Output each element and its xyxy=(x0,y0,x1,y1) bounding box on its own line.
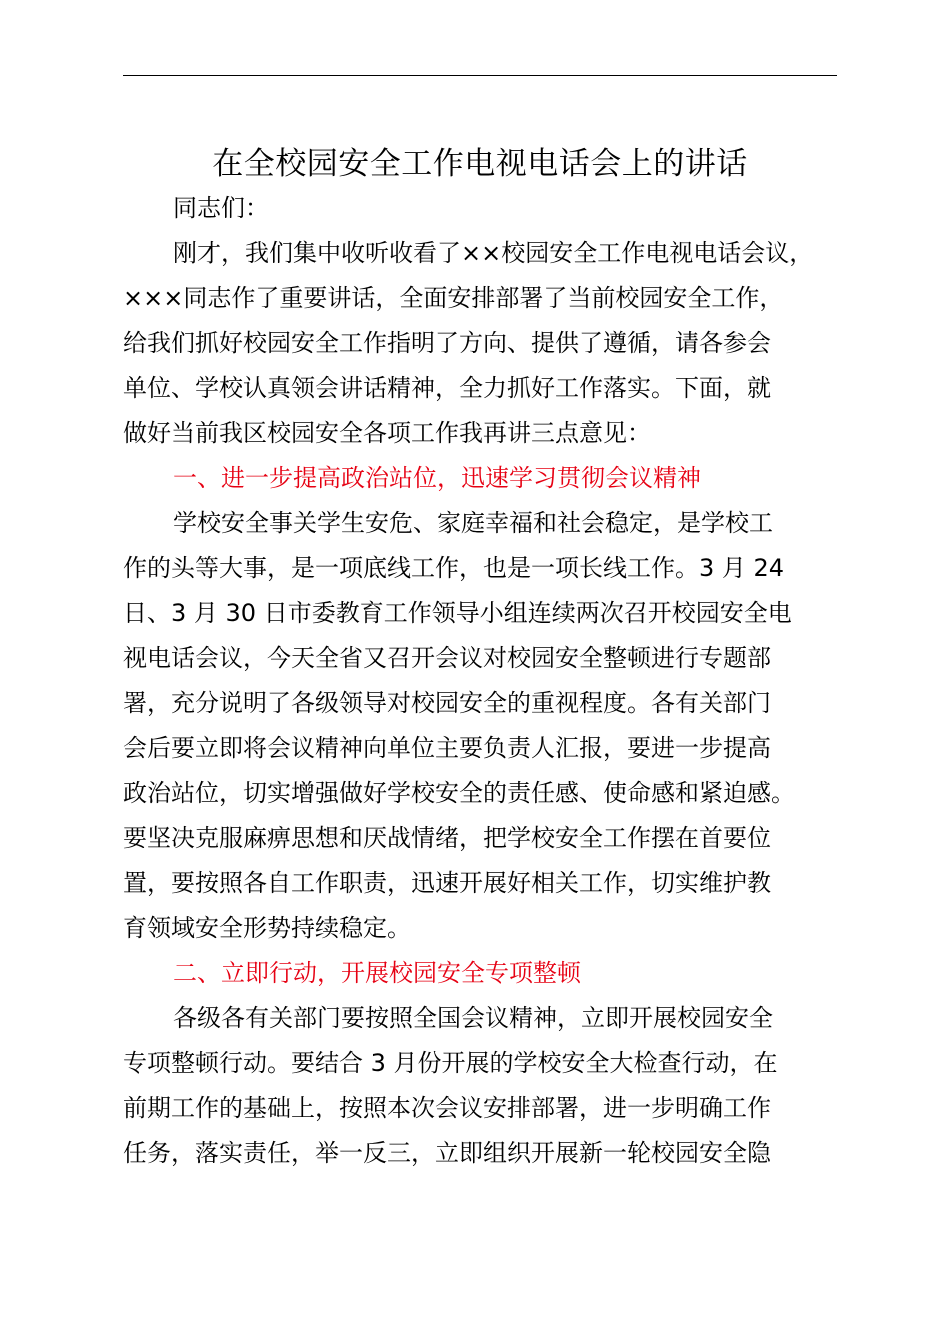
body-line: 视电话会议，今天全省又召开会议对校园安全整顿进行专题部 xyxy=(123,644,771,672)
body-line: 会后要立即将会议精神向单位主要负责人汇报，要进一步提高 xyxy=(123,734,771,762)
body-line: 各级各有关部门要按照全国会议精神，立即开展校园安全 xyxy=(173,1004,773,1032)
body-line: 单位、学校认真领会讲话精神，全力抓好工作落实。下面，就 xyxy=(123,374,771,402)
body-line: 政治站位，切实增强做好学校安全的责任感、使命感和紧迫感。 xyxy=(123,779,795,807)
body-line: 专项整顿行动。要结合 3 月份开展的学校安全大检查行动，在 xyxy=(123,1049,778,1077)
body-line: 学校安全事关学生安危、家庭幸福和社会稳定，是学校工 xyxy=(173,509,773,537)
body-line: 前期工作的基础上，按照本次会议安排部署，进一步明确工作 xyxy=(123,1094,771,1122)
body-line: 任务，落实责任，举一反三，立即组织开展新一轮校园安全隐 xyxy=(123,1139,771,1167)
body-line: 要坚决克服麻痹思想和厌战情绪，把学校安全工作摆在首要位 xyxy=(123,824,771,852)
body-line: 做好当前我区校园安全各项工作我再讲三点意见： xyxy=(123,419,651,447)
section-heading: 一、进一步提高政治站位，迅速学习贯彻会议精神 xyxy=(173,464,701,492)
body-line: 给我们抓好校园安全工作指明了方向、提供了遵循，请各参会 xyxy=(123,329,771,357)
document-title: 在全校园安全工作电视电话会上的讲话 xyxy=(212,146,748,182)
body-line: 育领域安全形势持续稳定。 xyxy=(123,914,411,942)
body-line: 署，充分说明了各级领导对校园安全的重视程度。各有关部门 xyxy=(123,689,771,717)
body-line: 同志们： xyxy=(173,194,269,222)
header-rule xyxy=(123,75,837,76)
body-line: 日、3 月 30 日市委教育工作领导小组连续两次召开校园安全电 xyxy=(123,599,792,627)
body-line: 刚才，我们集中收听收看了××校园安全工作电视电话会议， xyxy=(173,239,814,267)
body-line: 置，要按照各自工作职责，迅速开展好相关工作，切实维护教 xyxy=(123,869,771,897)
section-heading: 二、立即行动，开展校园安全专项整顿 xyxy=(173,959,581,987)
body-line: ×××同志作了重要讲话，全面安排部署了当前校园安全工作， xyxy=(123,284,784,312)
body-line: 作的头等大事，是一项底线工作，也是一项长线工作。3 月 24 xyxy=(123,554,785,582)
document-body xyxy=(123,186,845,1176)
